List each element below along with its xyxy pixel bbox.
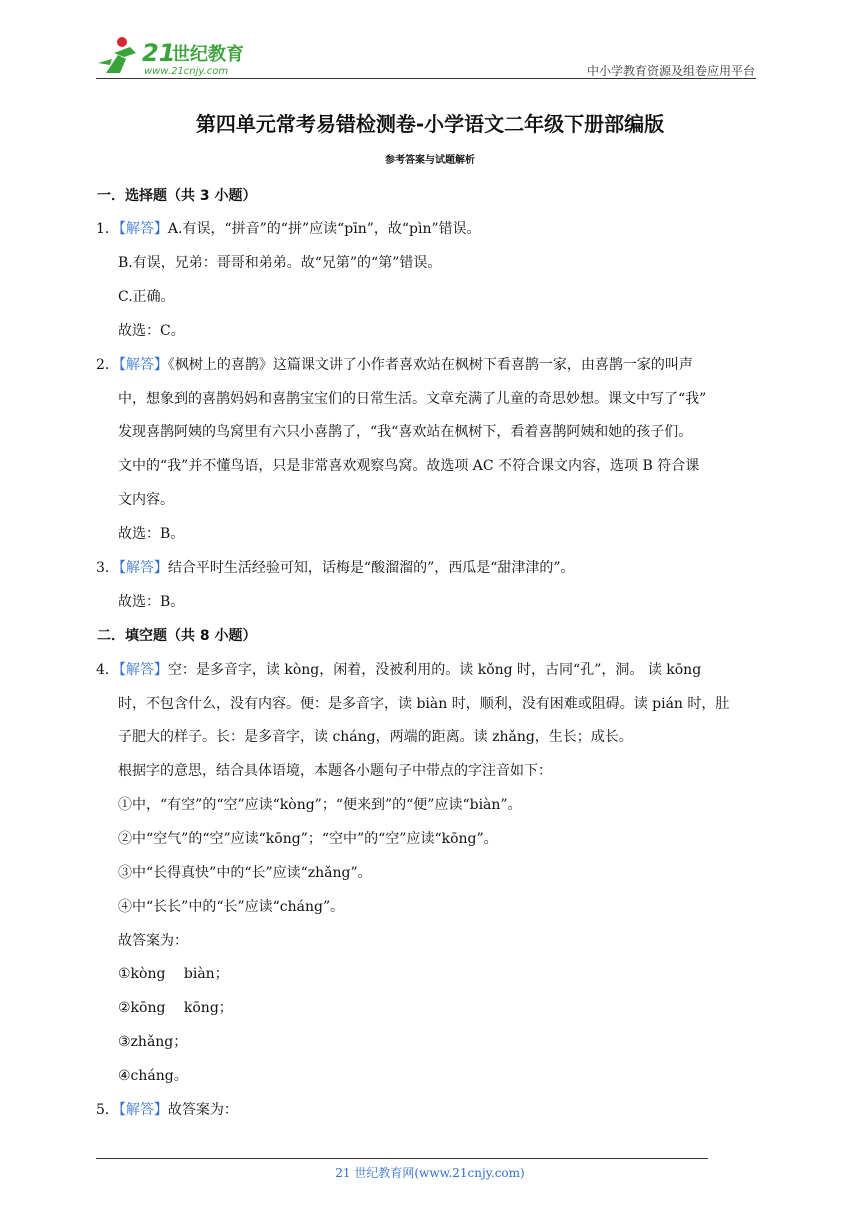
platform-name: 中小学教育资源及组卷应用平台	[586, 64, 755, 78]
question-2	[96, 355, 693, 375]
answer-line: 文内容。	[118, 492, 174, 508]
page-header	[0, 0, 860, 80]
svg-text:世纪教育: 世纪教育	[172, 44, 244, 65]
runner-icon	[98, 37, 136, 73]
answer-text: 故答案为：	[167, 1102, 238, 1118]
answer-line: 时，不包含什么，没有内容。便：是多音字，读 biàn 时，顺利，没有困难或阻碍。读 pián 时，肚	[118, 696, 730, 712]
page-subtitle: 参考答案与试题解析	[385, 155, 475, 166]
svg-text:www.21cnjy.com: www.21cnjy.com	[144, 66, 229, 77]
answer-text: 结合平时生活经验可知，话梅是“酸溜溜的”，西瓜是“甜津津的”。	[167, 560, 575, 576]
question-number: 4．	[96, 662, 119, 678]
section-heading: 二．填空题（共 8 小题）	[97, 628, 257, 644]
answer-line: ②中“空气”的“空”应读“kōng”；“空中”的“空”应读“kōng”。	[118, 831, 498, 847]
answer-line: 故选：B。	[118, 594, 185, 610]
answer-line: 故答案为：	[118, 933, 188, 949]
page-title: 第四单元常考易错检测卷-小学语文二年级下册部编版	[195, 112, 665, 136]
answer-line: 故选：B。	[118, 526, 185, 542]
answer-line: 中，想象到的喜鹊妈妈和喜鹊宝宝们的日常生活。文章充满了儿童的奇思妙想。课文中写了“我”	[118, 391, 707, 407]
question-number: 3．	[96, 560, 119, 576]
question-number: 2．	[96, 357, 119, 373]
site-logo	[96, 33, 261, 79]
answer-line: 根据字的意思，结合具体语境，本题各小题句子中带点的字注音如下：	[118, 763, 552, 779]
answer-line: ④中“长长”中的“长”应读“cháng”。	[118, 899, 345, 915]
section-heading: 一．选择题（共 3 小题）	[97, 188, 257, 204]
answer-line: ①kòng biàn；	[118, 966, 229, 982]
answer-line: B.有误，兄弟：哥哥和弟弟。故“兄第”的“第”错误。	[118, 255, 442, 271]
answer-line: 故选：C。	[118, 323, 185, 339]
answer-tag: 【解答】	[118, 221, 168, 237]
question-1	[96, 219, 481, 239]
answer-line: 文中的“我”并不懂鸟语，只是非常喜欢观察鸟窝。故选项 AC 不符合课文内容，选项 B 符合课	[118, 458, 700, 474]
question-5	[96, 1100, 238, 1120]
answer-tag: 【解答】	[118, 357, 168, 373]
answer-text: 《枫树上的喜鹊》这篇课文讲了小作者喜欢站在枫树下看喜鹊一家，由喜鹊一家的叫声	[167, 357, 693, 373]
question-number: 5．	[96, 1102, 119, 1118]
footer-divider	[96, 1158, 708, 1159]
svg-text:21: 21	[142, 39, 176, 67]
answer-tag: 【解答】	[118, 662, 168, 678]
answer-text: A.有误，“拼音”的“拼”应读“pīn”，故“pìn”错误。	[167, 221, 481, 237]
answer-line: ③中“长得真快”中的“长”应读“zhǎng”。	[118, 865, 372, 881]
answer-line: ③zhǎng；	[118, 1034, 188, 1050]
answer-text: 空：是多音字，读 kòng，闲着，没被利用的。读 kǒng 时，古同“孔”，洞。 读 kōng	[167, 662, 702, 678]
answer-line: ④cháng。	[118, 1068, 188, 1084]
answer-line: ②kōng kōng；	[118, 1000, 233, 1016]
answer-tag: 【解答】	[118, 560, 168, 576]
question-3	[96, 558, 575, 578]
question-number: 1．	[96, 221, 119, 237]
answer-line: 子肥大的样子。长：是多音字，读 cháng，两端的距离。读 zhǎng，生长；成长。	[118, 729, 633, 745]
answer-line: C.正确。	[118, 289, 175, 305]
answer-tag: 【解答】	[118, 1102, 168, 1118]
question-4	[96, 660, 701, 680]
answer-line: 发现喜鹊阿姨的鸟窝里有六只小喜鹊了，“我“喜欢站在枫树下，看着喜鹊阿姨和她的孩子们。	[118, 424, 693, 440]
page-footer[interactable]: 21 世纪教育网(www.21cnjy.com)	[335, 1166, 525, 1180]
header-divider	[96, 78, 756, 79]
answer-line: ①中，“有空”的“空”应读“kòng”；“便来到”的“便”应读“biàn”。	[118, 797, 522, 813]
